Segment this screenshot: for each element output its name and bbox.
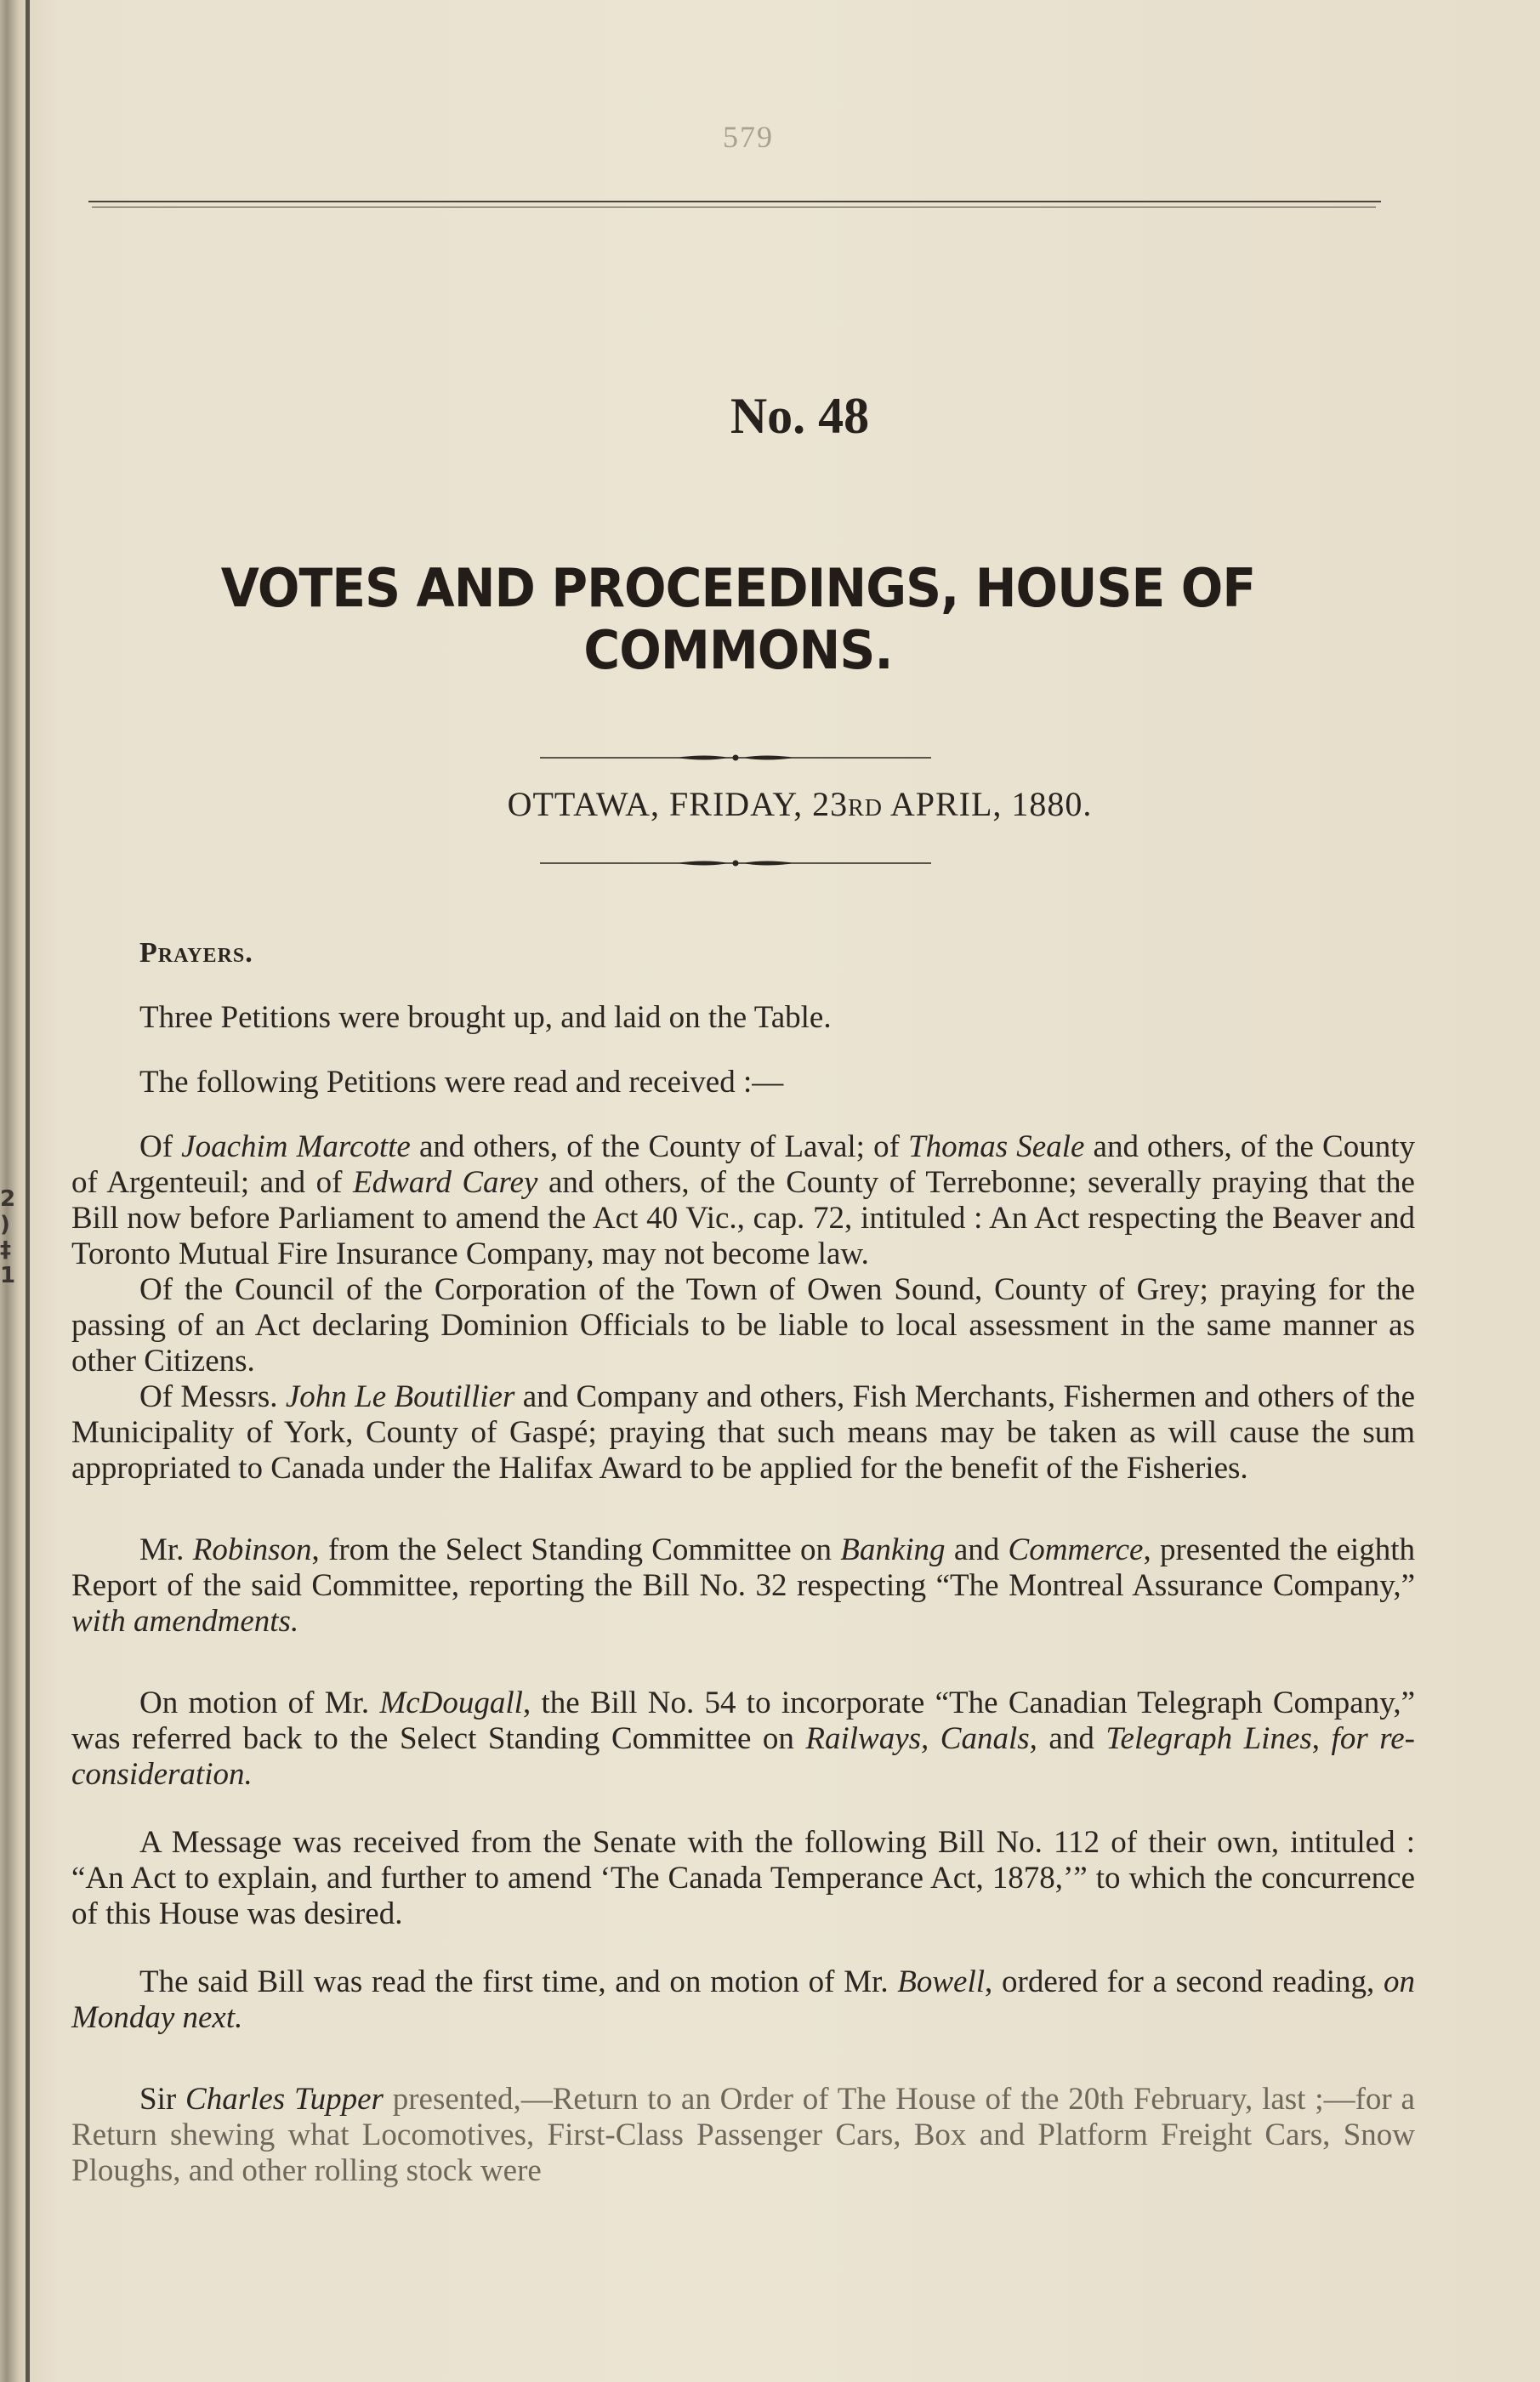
margin-mark: ) (0, 1212, 10, 1237)
text-run: presented,—Return to an Order of The House of the 20th February, last ;—for a Return shewing what Locomotives, First-Class Passenger Cars, Box and Platform Freight Cars, Snow Ploughs, and other rolling stock were (71, 2082, 1415, 2188)
proceedings-body (71, 935, 1415, 2189)
text-run: and others, of the County of Laval; of (410, 1129, 908, 1164)
paragraph-petition-laval (71, 1129, 1415, 1272)
ornament-rule-top (540, 751, 931, 765)
person-name: Robinson (192, 1532, 312, 1567)
person-name: Thomas Seale (908, 1129, 1085, 1164)
ornament-rule-bottom (540, 856, 931, 870)
paragraph-bill-reading (71, 1964, 1415, 2036)
margin-marks (0, 1186, 14, 1288)
text-run: Mr. (139, 1532, 193, 1567)
section-heading-prayers: Prayers. (139, 937, 253, 969)
italic-phrase: with amendments. (71, 1604, 299, 1639)
committee-name: Banking (840, 1532, 946, 1567)
margin-mark: ‡ (0, 1237, 11, 1263)
dateline (0, 784, 1540, 824)
italic-phrase: for re-consideration. (71, 1721, 1416, 1792)
text-run: , presented the eighth Report of the said Committee, reporting the Bill No. 32 respecting “The Montreal Assurance Company,” (71, 1532, 1415, 1603)
dateline-suffix: RD (848, 795, 884, 821)
margin-mark: 1 (0, 1263, 16, 1288)
paragraph-petitions-received: The following Petitions were read and received :— (139, 1065, 784, 1100)
text-run: Of (139, 1129, 182, 1164)
text-run: and (1037, 1721, 1106, 1756)
paragraph-senate-message: A Message was received from the Senate with the following Bill No. 112 of their own, intituled : “An Act to explain, and further to amend ‘The Canada Temperance Act, 1878,’” to which the concurrence of this House was desired. (71, 1825, 1415, 1931)
text-run: and others, of the County of Argenteuil; and of (71, 1129, 1415, 1200)
header-rule-top (88, 201, 1381, 202)
text-run: and (945, 1532, 1009, 1567)
text-run: The said Bill was read the first time, and on motion of Mr. (139, 1964, 898, 1999)
text-run: Of Messrs. (139, 1379, 286, 1414)
committee-name: Commerce (1008, 1532, 1144, 1567)
text-run: and Company and others, Fish Merchants, Fishermen and others of the Municipality of York, County of Gaspé; praying that such means may be taken as will cause the sum appropriated to Canada under the Halifax Award to be applied for the benefit of the Fisheries. (71, 1379, 1416, 1486)
person-name: Joachim Marcotte (181, 1129, 411, 1164)
person-name: Bowell (897, 1964, 986, 1999)
page-edge-line (26, 0, 30, 2382)
person-name: Edward Carey (353, 1165, 538, 1200)
page-title: VOTES AND PROCEEDINGS, HOUSE OF COMMONS. (220, 557, 1256, 681)
text-run: , ordered for a second reading, (985, 1964, 1384, 1999)
paragraph-petitions-brought: Three Petitions were brought up, and laid on the Table. (139, 1000, 832, 1035)
person-name: John Le Boutillier (285, 1379, 515, 1414)
paragraph-petition-owen-sound: Of the Council of the Corporation of the Town of Owen Sound, County of Grey; praying for the passing of an Act declaring Dominion Officials to be liable to local assessment in the same manner as other Citizens. (71, 1272, 1415, 1379)
person-name: Charles Tupper (185, 2082, 384, 2117)
text-run: Sir (139, 2082, 186, 2117)
paragraph-telegraph-bill (71, 1686, 1415, 1793)
italic-phrase: on Monday next. (71, 1964, 1415, 2035)
text-run: , (1311, 1721, 1332, 1756)
person-name: McDougall (379, 1686, 523, 1720)
paragraph-banking-report (71, 1532, 1415, 1640)
paragraph-tupper-return (71, 2082, 1415, 2189)
committee-name: Railways, Canals, (805, 1721, 1037, 1756)
dateline-pre: OTTAWA, FRIDAY, 23 (507, 785, 849, 823)
text-run: , from the Select Standing Committee on (311, 1532, 841, 1567)
text-run: and others, of the County of Terrebonne; severally praying that the Bill now before Parliament to amend the Act 40 Vic., cap. 72, intituled : An Act respecting the Beaver and Toronto Mutual Fire Insurance Company, may not become law. (71, 1165, 1415, 1271)
page-folio: 579 (723, 120, 774, 154)
dateline-post: APRIL, 1880. (883, 785, 1093, 823)
header-rule-bottom (92, 207, 1376, 208)
committee-name: Telegraph Lines (1105, 1721, 1312, 1756)
text-run: On motion of Mr. (139, 1686, 380, 1720)
paragraph-petition-gaspe (71, 1379, 1415, 1487)
text-run: , the Bill No. 54 to incorporate “The Canadian Telegraph Company,” was referred back to the Select Standing Committee on (71, 1686, 1415, 1756)
margin-mark: 2 (0, 1186, 16, 1212)
issue-number: No. 48 (730, 388, 870, 444)
